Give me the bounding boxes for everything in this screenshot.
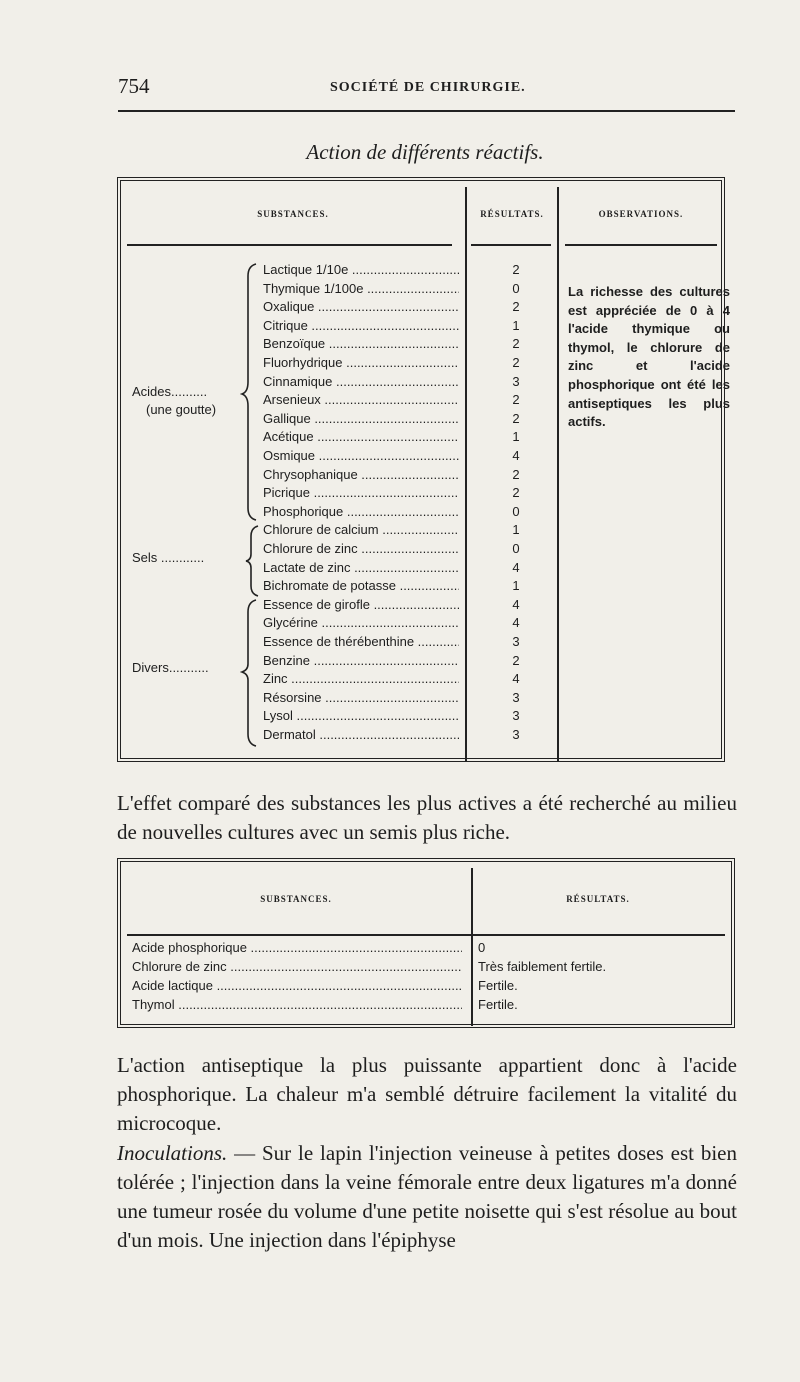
result-value: 2 xyxy=(512,392,520,408)
result-value: 1 xyxy=(512,578,520,594)
result-value: 0 xyxy=(478,940,486,955)
substance-name: Bichromate de potasse ..... xyxy=(263,578,459,593)
group-label-divers: Divers........... xyxy=(132,660,209,675)
brace-divers xyxy=(240,598,258,748)
result-value: 3 xyxy=(512,727,520,742)
substance-name: Picrique ..... xyxy=(263,485,459,500)
substance-name: Essence de girofle ..... xyxy=(263,597,459,612)
substance-name: Essence de thérébenthine ..... xyxy=(263,634,459,649)
column-header-results: RÉSULTATS. xyxy=(566,894,630,904)
result-value: 2 xyxy=(512,355,520,370)
substance-name: Zinc ..... xyxy=(263,671,459,686)
header-rule xyxy=(127,244,452,246)
substance-name: Arsenieux ..... xyxy=(263,392,459,407)
page-number: 754 xyxy=(118,74,150,98)
inoculations-text: — Sur le lapin l'injection veineuse à petites doses est bien tolérée ; l'injection dans la veine fémorale entre deux ligatures m'a donné une tumeur rosée du volume d'une petite noisette qui s'est résolue au bout d'un mois. Une injection dans l'épiphyse xyxy=(117,1141,737,1252)
result-value: 2 xyxy=(512,299,520,315)
column-header-observations: OBSERVATIONS. xyxy=(598,209,684,219)
substance-name: Chlorure de zinc ..... xyxy=(263,541,459,556)
substance-name: Fluorhydrique ..... xyxy=(263,355,459,370)
column-divider xyxy=(557,187,559,761)
result-value: 4 xyxy=(512,448,520,463)
substance-name: Oxalique ..... xyxy=(263,299,459,314)
result-value: 3 xyxy=(512,689,520,705)
header-rule xyxy=(118,110,735,112)
observations-text: La richesse des cultures est appréciée de 0 à 4 l'acide thymique ou thymol, le chlorure de zinc et l'acide phosphorique ont été les antiseptiques les plus actifs. xyxy=(568,284,730,430)
result-value: 4 xyxy=(512,559,520,575)
header-rule xyxy=(565,244,717,246)
substance-name: Acide phosphorique ..... xyxy=(132,940,462,955)
running-head: SOCIÉTÉ DE CHIRURGIE. xyxy=(330,80,526,95)
substance-name: Chlorure de zinc ..... xyxy=(132,959,462,974)
group-label-sels: Sels ............ xyxy=(132,550,205,565)
paragraph-inoculations xyxy=(117,1139,737,1255)
result-value: 2 xyxy=(512,336,520,352)
substance-name: Lysol ..... xyxy=(263,708,459,723)
header-rule xyxy=(127,934,725,936)
substance-name: Thymique 1/100e ..... xyxy=(263,281,459,296)
result-value: 1 xyxy=(512,317,520,333)
inoculations-lead: Inoculations. xyxy=(117,1141,228,1165)
group-label-acides: Acides.......... xyxy=(132,384,208,399)
result-value: 3 xyxy=(512,708,520,724)
substance-name: Benzoïque ..... xyxy=(263,336,459,351)
substance-name: Acide lactique ..... xyxy=(132,978,462,993)
result-value: Fertile. xyxy=(478,978,518,993)
result-value: 1 xyxy=(512,429,520,445)
result-value: 3 xyxy=(512,634,520,649)
result-value: 0 xyxy=(512,503,520,519)
result-value: Très faiblement fertile. xyxy=(478,959,607,974)
column-header-substances: SUBSTANCES. xyxy=(257,209,329,219)
result-value: 2 xyxy=(512,485,520,501)
header-rule xyxy=(471,244,551,246)
column-header-substances: SUBSTANCES. xyxy=(260,894,332,904)
substance-name: Osmique ..... xyxy=(263,448,459,463)
result-value: 0 xyxy=(512,280,520,296)
column-divider xyxy=(465,187,467,761)
substance-name: Gallique ..... xyxy=(263,411,459,426)
result-value: 2 xyxy=(512,466,520,482)
substance-name: Cinnamique ..... xyxy=(263,374,459,389)
substance-name: Chlorure de calcium ..... xyxy=(263,522,459,537)
column-header-results: RÉSULTATS. xyxy=(480,209,544,219)
result-value: 2 xyxy=(512,410,520,426)
column-divider xyxy=(471,868,473,1026)
substance-name: Acétique ..... xyxy=(263,429,459,444)
result-value: 4 xyxy=(512,671,520,687)
result-value: 0 xyxy=(512,541,520,556)
substance-name: Glycérine ..... xyxy=(263,615,459,630)
substance-name: Chrysophanique ..... xyxy=(263,467,459,482)
substance-name: Thymol ..... xyxy=(132,997,462,1012)
group-sublabel-acides: (une goutte) xyxy=(146,402,217,417)
substance-name: Benzine ..... xyxy=(263,653,459,668)
result-value: 2 xyxy=(512,262,520,277)
substance-name: Résorsine ..... xyxy=(263,690,459,705)
result-value: 4 xyxy=(512,596,520,612)
substance-name: Dermatol ..... xyxy=(263,727,459,742)
brace-acides xyxy=(240,262,258,522)
result-value: 2 xyxy=(512,652,520,668)
result-value: 4 xyxy=(512,615,520,631)
substance-name: Lactique 1/10e ..... xyxy=(263,262,459,277)
brace-sels xyxy=(244,524,260,598)
paragraph-conclusion: L'action antiseptique la plus puissante appartient donc à l'acide phosphorique. La chaleur m'a semblé détruire facilement la vitalité du microcoque. xyxy=(117,1053,737,1135)
substance-name: Phosphorique ..... xyxy=(263,504,459,519)
table-caption: Action de différents réactifs. xyxy=(306,140,544,164)
result-value: 3 xyxy=(512,373,520,389)
substance-name: Lactate de zinc ..... xyxy=(263,560,459,575)
paragraph-comparison: L'effet comparé des substances les plus actives a été recherché au milieu de nouvelles cultures avec un semis plus riche. xyxy=(117,791,737,844)
result-value: 1 xyxy=(512,522,520,538)
result-value: Fertile. xyxy=(478,997,518,1012)
substance-name: Citrique ..... xyxy=(263,318,459,333)
